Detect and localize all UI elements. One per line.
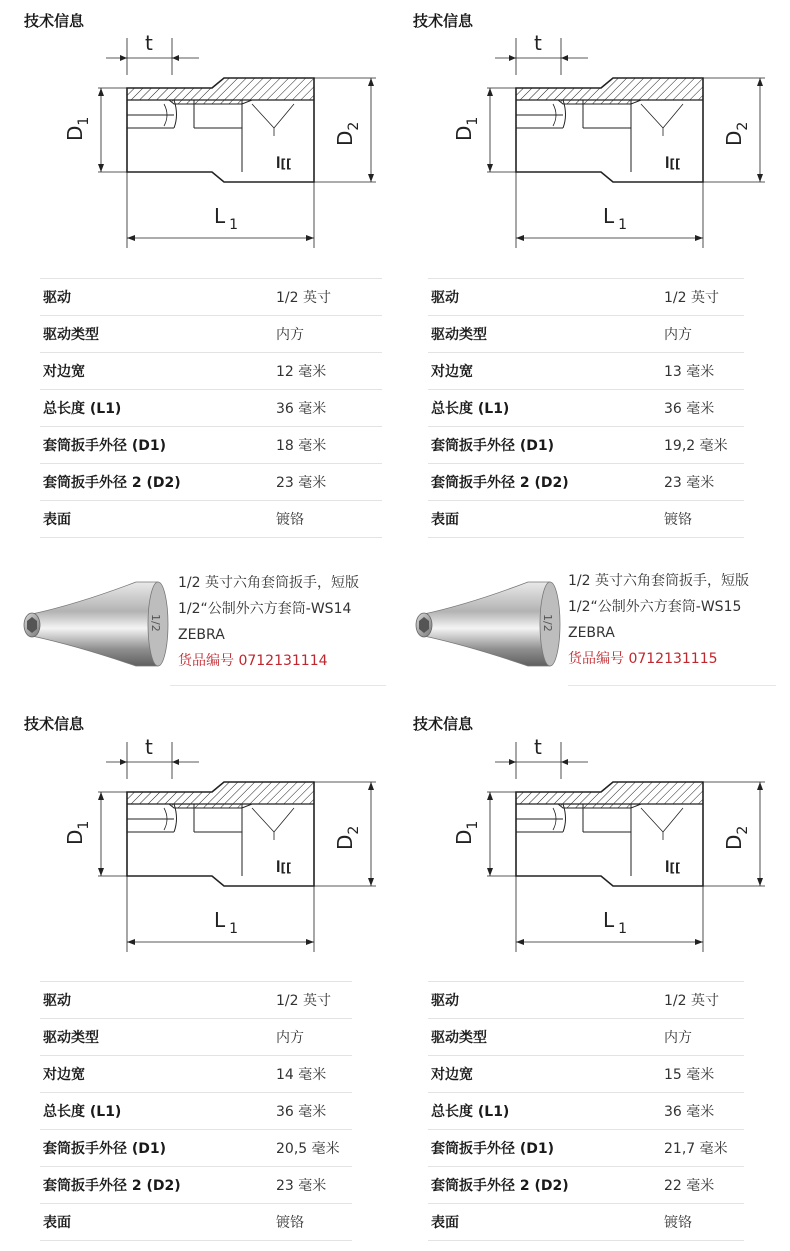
spec-value: 36 毫米: [273, 1093, 352, 1130]
spec-row: [428, 279, 744, 316]
spec-row: [40, 390, 382, 427]
divider: [568, 685, 776, 686]
spec-label: 表面: [40, 501, 273, 538]
spec-label: 套筒扳手外径 (D1): [40, 427, 273, 464]
spec-label: 总长度 (L1): [428, 390, 661, 427]
spec-row: [40, 464, 382, 501]
spec-value: 1/2 英寸: [661, 279, 744, 316]
spec-row: [428, 390, 744, 427]
spec-label: 套筒扳手外径 2 (D2): [40, 1167, 273, 1204]
spec-label: 驱动: [428, 982, 661, 1019]
spec-value: 镀铬: [661, 1204, 744, 1241]
spec-value: 18 毫米: [273, 427, 382, 464]
spec-value: 36 毫米: [273, 390, 382, 427]
spec-row: [40, 1167, 352, 1204]
dimension-label-l1: L $_1$: [214, 908, 239, 937]
section-heading: 技术信息: [413, 715, 474, 733]
spec-row: [428, 1056, 744, 1093]
spec-table: [428, 278, 744, 538]
dimension-label-d1: $D_1$: [63, 116, 92, 141]
spec-row: [40, 353, 382, 390]
dimension-label-d1: $D_1$: [63, 820, 92, 845]
spec-table: [40, 981, 352, 1241]
product-subtitle: 1/2“公制外六方套筒-WS14: [178, 601, 352, 617]
dimension-label-d2: $D_2$: [722, 825, 751, 850]
svg-text:1/2: 1/2: [541, 614, 554, 632]
product-brand: ZEBRA: [568, 625, 615, 641]
section-heading: 技术信息: [24, 12, 85, 30]
product-subtitle: 1/2“公制外六方套筒-WS15: [568, 599, 742, 615]
spec-label: 套筒扳手外径 2 (D2): [428, 464, 661, 501]
socket-dimension-diagram: [413, 724, 790, 964]
spec-row: [428, 316, 744, 353]
product-title[interactable]: 1/2 英寸六角套筒扳手，短版: [178, 575, 359, 591]
spec-row: [40, 316, 382, 353]
dimension-label-d2: $D_2$: [722, 121, 751, 146]
spec-label: 驱动类型: [40, 316, 273, 353]
spec-value: 19,2 毫米: [661, 427, 744, 464]
spec-row: [40, 982, 352, 1019]
spec-value: 12 毫米: [273, 353, 382, 390]
spec-value: 22 毫米: [661, 1167, 744, 1204]
spec-value: 内方: [661, 316, 744, 353]
spec-row: [40, 1204, 352, 1241]
dimension-label-d1: $D_1$: [452, 820, 481, 845]
spec-row: [40, 427, 382, 464]
spec-value: 14 毫米: [273, 1056, 352, 1093]
spec-value: 13 毫米: [661, 353, 744, 390]
spec-value: 内方: [661, 1019, 744, 1056]
section-heading: 技术信息: [413, 12, 474, 30]
dimension-label-t: t: [534, 735, 542, 759]
spec-label: 驱动类型: [40, 1019, 273, 1056]
spec-label: 套筒扳手外径 (D1): [428, 1130, 661, 1167]
product-brand: ZEBRA: [178, 627, 225, 643]
dimension-label-t: t: [534, 31, 542, 55]
spec-label: 驱动: [40, 279, 273, 316]
dimension-label-l1: L $_1$: [603, 204, 628, 233]
spec-value: 21,7 毫米: [661, 1130, 744, 1167]
spec-value: 1/2 英寸: [661, 982, 744, 1019]
spec-value: 23 毫米: [273, 1167, 352, 1204]
svg-text:1/2: 1/2: [149, 614, 162, 632]
spec-row: [40, 1056, 352, 1093]
dimension-label-d1: $D_1$: [452, 116, 481, 141]
spec-row: [428, 427, 744, 464]
spec-table: [40, 278, 382, 538]
spec-label: 套筒扳手外径 (D1): [40, 1130, 273, 1167]
socket-wrench-image: [410, 574, 570, 674]
spec-label: 套筒扳手外径 (D1): [428, 427, 661, 464]
spec-value: 镀铬: [273, 501, 382, 538]
spec-label: 套筒扳手外径 2 (D2): [40, 464, 273, 501]
spec-label: 表面: [40, 1204, 273, 1241]
spec-label: 总长度 (L1): [40, 390, 273, 427]
spec-row: [40, 279, 382, 316]
divider: [170, 685, 386, 686]
spec-label: 驱动: [428, 279, 661, 316]
socket-dimension-diagram: [413, 20, 790, 260]
spec-value: 1/2 英寸: [273, 982, 352, 1019]
product-sku: 货品编号 0712131115: [568, 651, 718, 667]
spec-value: 20,5 毫米: [273, 1130, 352, 1167]
product-title[interactable]: 1/2 英寸六角套筒扳手，短版: [568, 573, 749, 589]
spec-value: 36 毫米: [661, 1093, 744, 1130]
dimension-label-t: t: [145, 735, 153, 759]
spec-label: 表面: [428, 1204, 661, 1241]
spec-row: [40, 501, 382, 538]
spec-label: 对边宽: [40, 1056, 273, 1093]
spec-value: 23 毫米: [661, 464, 744, 501]
section-heading: 技术信息: [24, 715, 85, 733]
spec-row: [428, 982, 744, 1019]
dimension-label-l1: L $_1$: [214, 204, 239, 233]
spec-label: 驱动类型: [428, 1019, 661, 1056]
spec-label: 驱动类型: [428, 316, 661, 353]
spec-table: [428, 981, 744, 1241]
spec-value: 内方: [273, 1019, 352, 1056]
product-sku: 货品编号 0712131114: [178, 653, 328, 669]
product-card[interactable]: [0, 556, 390, 696]
spec-row: [428, 1167, 744, 1204]
spec-row: [428, 1093, 744, 1130]
spec-label: 对边宽: [40, 353, 273, 390]
spec-row: [428, 501, 744, 538]
spec-label: 总长度 (L1): [40, 1093, 273, 1130]
dimension-label-d2: $D_2$: [333, 121, 362, 146]
spec-row: [428, 464, 744, 501]
product-card[interactable]: [392, 556, 782, 696]
spec-value: 1/2 英寸: [273, 279, 382, 316]
dimension-label-d2: $D_2$: [333, 825, 362, 850]
spec-label: 驱动: [40, 982, 273, 1019]
spec-value: 23 毫米: [273, 464, 382, 501]
spec-row: [40, 1130, 352, 1167]
socket-wrench-image: [18, 574, 178, 674]
spec-row: [40, 1019, 352, 1056]
spec-row: [428, 353, 744, 390]
dimension-label-t: t: [145, 31, 153, 55]
spec-row: [428, 1130, 744, 1167]
socket-dimension-diagram: [24, 20, 414, 260]
dimension-label-l1: L $_1$: [603, 908, 628, 937]
spec-row: [428, 1204, 744, 1241]
spec-value: 36 毫米: [661, 390, 744, 427]
spec-value: 内方: [273, 316, 382, 353]
spec-label: 对边宽: [428, 1056, 661, 1093]
spec-label: 表面: [428, 501, 661, 538]
spec-value: 镀铬: [661, 501, 744, 538]
spec-label: 对边宽: [428, 353, 661, 390]
spec-row: [428, 1019, 744, 1056]
spec-row: [40, 1093, 352, 1130]
spec-label: 套筒扳手外径 2 (D2): [428, 1167, 661, 1204]
spec-value: 15 毫米: [661, 1056, 744, 1093]
spec-label: 总长度 (L1): [428, 1093, 661, 1130]
spec-value: 镀铬: [273, 1204, 352, 1241]
socket-dimension-diagram: [24, 724, 414, 964]
